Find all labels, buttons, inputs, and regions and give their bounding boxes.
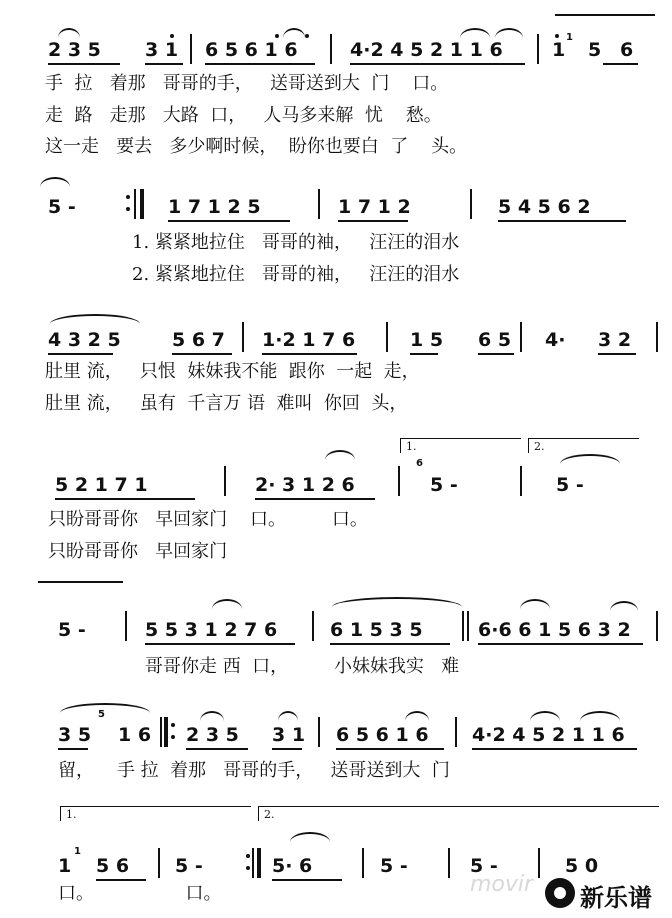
grace-note: 5 [98,709,105,720]
slur [610,601,638,611]
barline [462,611,464,641]
note-group: 3 1 [272,724,306,746]
repeat-dot [171,735,175,739]
octave-dot [555,34,559,38]
tie-line [555,14,655,22]
note-group: 5 - [175,855,203,877]
note-group: 4·2 4 5 2 1 1 6 [472,724,625,746]
lyric-line-2: 肚里 流， 虽有 千言万 语 难叫 你回 头， [45,393,408,414]
repeat-dot [246,854,250,858]
grace-note: 1 [74,846,81,857]
barline [362,848,364,878]
note-group: 5 - [430,474,458,496]
note-group: 4· [545,329,566,351]
repeat-barline [134,189,136,219]
barline [125,611,127,641]
lyric-line-1: 手 拉 着那 哥哥的手， 送哥送到大 门 口。 [45,73,449,94]
barline [312,611,314,641]
volta-2-label: 2. [264,808,275,821]
beam [603,63,638,65]
beam [472,748,637,750]
repeat-dot [126,207,130,211]
lyric-line-1: 哥哥你走 西 口， 小妹妹我实 难 [145,656,460,677]
repeat-barline [140,189,144,219]
note-group: 5 - [556,474,584,496]
barline [538,848,540,878]
tie [290,832,330,842]
watermark: movir [470,872,534,897]
repeat-dot [246,866,250,870]
note-group: 6 1 5 3 5 [330,619,423,641]
record-logo-center [554,887,566,899]
beam [255,498,375,500]
lyric-line-2: 只盼哥哥你 早回家门 [48,541,228,562]
slur [50,314,140,324]
lyric-line-1: 肚里 流， 只恨 妹妹我不能 跟你 一起 走， [45,361,420,382]
barline [224,466,226,496]
beam [186,748,248,750]
slur [325,450,355,460]
repeat-dot [126,195,130,199]
note-group: 3 2 [598,329,632,351]
beam [598,353,636,355]
beam [55,498,195,500]
slur [460,28,490,38]
beam [262,353,357,355]
repeat-dot [171,723,175,727]
volta-2-label: 2. [534,440,545,453]
barline [467,611,469,641]
beam [478,643,643,645]
slur [332,597,462,607]
slur [60,703,150,713]
lyric-line-1: 口。 口。 [58,883,222,904]
beam [410,353,438,355]
record-logo-icon [545,878,575,908]
note-group: 1 6 [118,724,152,746]
note-group: 1 5 [410,329,444,351]
beam [330,643,450,645]
beam [48,353,113,355]
note-group: 5 - [380,855,408,877]
barline [470,189,472,219]
lyric-line-2: 走 路 走那 大路 口， 人马多来解 忧 愁。 [45,105,442,126]
beam [336,748,444,750]
beam [168,220,290,222]
barline [520,466,522,496]
note-group: 5 6 7 [172,329,225,351]
tie [560,454,620,464]
beam [172,353,232,355]
note-group: 5 - [470,855,498,877]
volta-1 [60,806,251,821]
note-group: 2· 3 1 2 6 [255,474,355,496]
note-group: 4 3 2 5 [48,329,121,351]
note-group: 1 [58,855,72,877]
slur [530,711,560,721]
repeat-barline [164,717,168,747]
slur [58,28,80,38]
lyric-line-2: 2. 紧紧地拉住 哥哥的袖， 汪汪的泪水 [132,264,460,285]
tie [40,177,70,187]
barline [448,848,450,878]
note-group: 1 [552,39,566,61]
barline [318,189,320,219]
note-group: 2 3 5 [186,724,239,746]
slur [200,711,224,721]
octave-dot [305,34,309,38]
repeat-barline [160,717,162,747]
slur [520,599,550,609]
note-group: 5 - [48,196,76,218]
note-group: 5 - [58,619,86,641]
barline [242,322,244,352]
note-group: 6·6 6 1 5 6 3 2 [478,619,631,641]
volta-1-label: 1. [66,808,77,821]
site-logo-text: 新乐谱 [580,884,652,912]
note-group: 6 5 6 1 6 [336,724,429,746]
note-group: 5 0 [565,855,599,877]
beam [145,63,183,65]
barline [330,34,332,64]
barline [190,34,192,64]
repeat-barline [252,848,254,878]
beam [48,63,120,65]
octave-dot [170,34,174,38]
barline [455,717,457,747]
note-group: 1 7 1 2 [338,196,411,218]
beam [96,879,146,881]
beam [145,643,295,645]
lyric-line-1: 留， 手 拉 着那 哥哥的手， 送哥送到大 门 [58,760,450,781]
octave-dot [275,34,279,38]
beam [498,220,626,222]
tie-line [38,581,123,589]
beam [205,63,315,65]
repeat-barline [257,848,261,878]
note-group: 3 1 [145,39,179,61]
barline [656,322,658,352]
note-group: 5 2 1 7 1 [55,474,148,496]
beam [350,63,525,65]
barline [537,34,539,64]
volta-2 [258,806,659,821]
note-group: 6 5 [478,329,512,351]
lyric-line-1: 1. 紧紧地拉住 哥哥的袖， 汪汪的泪水 [132,232,460,253]
lyric-line-3: 这一走 要去 多少啊时候， 盼你也要白 了 头。 [45,136,468,157]
barline [398,466,400,496]
lyric-line-1: 只盼哥哥你 早回家门 口。 口。 [48,509,368,530]
beam [272,748,302,750]
slur [212,599,242,609]
note-group: 6 5 6 1 6 [205,39,298,61]
barline [520,322,522,352]
note-group: 5· 6 [272,855,313,877]
note-group: 6 [620,39,634,61]
barline [318,717,320,747]
slur [580,711,620,721]
volta-1 [400,438,521,453]
note-group: 5 [588,39,602,61]
beam [478,353,514,355]
slur [495,28,523,38]
note-group: 3 5 [58,724,92,746]
barline [656,611,658,641]
slur [283,28,305,38]
note-group: 2 3 5 [48,39,101,61]
grace-note: 6 [416,458,423,469]
note-group: 1 7 1 2 5 [168,196,261,218]
beam [272,879,342,881]
beam [58,748,88,750]
grace-note: 1 [566,32,573,43]
volta-1-label: 1. [406,440,417,453]
note-group: 5 5 3 1 2 7 6 [145,619,278,641]
barline [386,322,388,352]
beam [338,220,408,222]
slur [405,711,429,721]
slur [278,711,298,721]
note-group: 5 6 [96,855,130,877]
note-group: 4·2 4 5 2 1 1 6 [350,39,503,61]
note-group: 5 4 5 6 2 [498,196,591,218]
note-group: 1·2 1 7 6 [262,329,356,351]
volta-2 [528,438,639,453]
barline [158,848,160,878]
